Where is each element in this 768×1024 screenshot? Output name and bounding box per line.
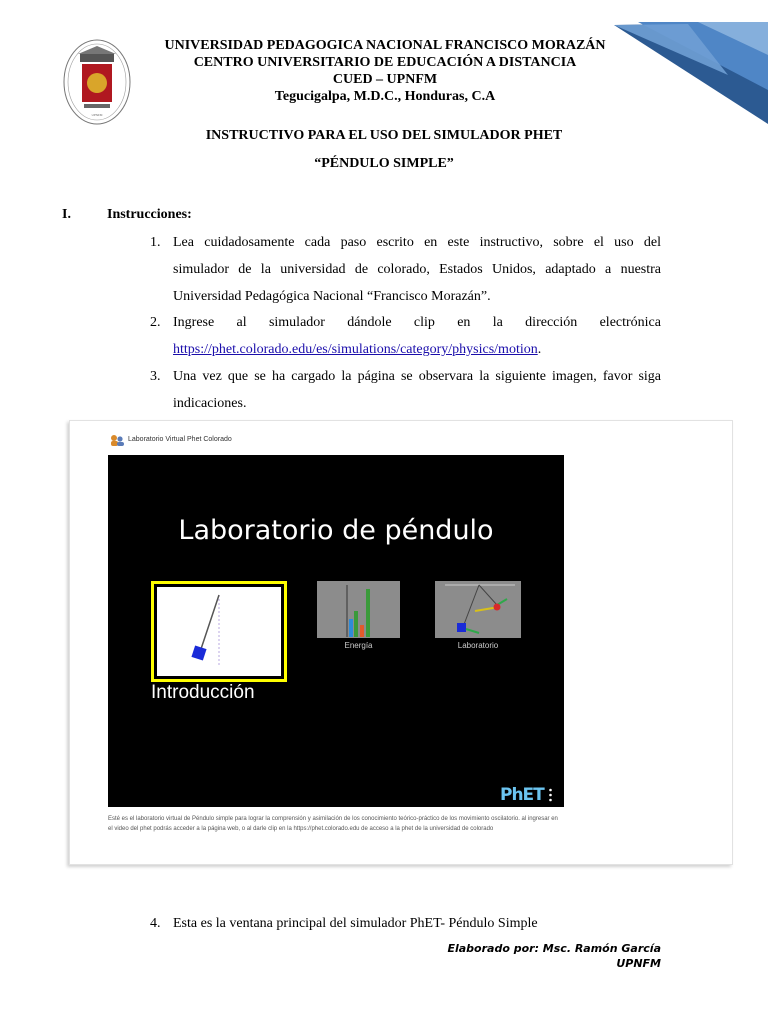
footer-author bbox=[447, 941, 661, 971]
caption-line: Esté es el laboratorio virtual de Péndulo simple para lograr la comprensión y asimilación de los conocimiento teórico-práctico de los movimiento oscilatorio. al ingresar en bbox=[108, 816, 558, 822]
list-item-text: . bbox=[537, 342, 542, 357]
pendulum-intro-icon bbox=[157, 587, 281, 676]
caption-line: el video del phet podrás acceder a la página web, o al darle clip en la https://phet.colorado.edu de acceso a la phet de la universidad de colorado bbox=[108, 826, 494, 832]
simulator-screenshot bbox=[69, 420, 733, 865]
list-item-number: 3. bbox=[150, 369, 161, 384]
section-number: I. bbox=[62, 207, 71, 222]
phet-motion-link[interactable]: https://phet.colorado.edu/es/simulations/category/physics/motion bbox=[173, 342, 538, 357]
header-line-center: CENTRO UNIVERSITARIO DE EDUCACIÓN A DISTANCIA bbox=[193, 55, 577, 70]
list-item-text: Ingrese al simulador dándole clip en la dirección electrónica bbox=[173, 315, 661, 330]
list-item-text: indicaciones. bbox=[173, 396, 247, 411]
lab-card-label: Laboratorio bbox=[457, 641, 499, 650]
header-line-cued: CUED – UPNFM bbox=[332, 72, 438, 87]
header-line-city: Tegucigalpa, M.D.C., Honduras, C.A bbox=[274, 89, 496, 104]
list-item-text: Lea cuidadosamente cada paso escrito en este instructivo, sobre el uso del bbox=[173, 235, 661, 250]
list-item-text: Esta es la ventana principal del simulador PhET- Péndulo Simple bbox=[173, 916, 538, 931]
bar-chart-icon bbox=[317, 581, 400, 638]
lab-screen-card[interactable] bbox=[435, 581, 521, 638]
university-header bbox=[120, 37, 650, 105]
document-title: INSTRUCTIVO PARA EL USO DEL SIMULADOR PHET bbox=[205, 128, 563, 143]
sim-title: Laboratorio de péndulo bbox=[178, 515, 494, 546]
list-item-number: 4. bbox=[150, 916, 161, 931]
menu-icon[interactable] bbox=[549, 788, 552, 802]
header-line-university: UNIVERSIDAD PEDAGOGICA NACIONAL FRANCISCO MORAZÁN bbox=[164, 38, 606, 53]
footer-institution: UPNFM bbox=[616, 957, 661, 970]
screenshot-caption bbox=[108, 814, 730, 834]
intro-card-label: Introducción bbox=[151, 682, 255, 703]
svg-text:UPNFM: UPNFM bbox=[91, 113, 103, 117]
list-item-number: 1. bbox=[150, 235, 161, 250]
section-title: Instrucciones: bbox=[107, 207, 192, 222]
energy-screen-card[interactable] bbox=[317, 581, 400, 638]
list-item-text: Una vez que se ha cargado la página se observara la siguiente imagen, favor siga bbox=[173, 369, 661, 384]
users-icon bbox=[110, 434, 124, 446]
phet-simulation-frame bbox=[108, 455, 564, 807]
screenshot-window-title: Laboratorio Virtual Phet Colorado bbox=[128, 436, 232, 443]
energy-card-label: Energía bbox=[344, 641, 373, 650]
footer-author-line: Elaborado por: Msc. Ramón García bbox=[447, 942, 661, 955]
list-item-number: 2. bbox=[150, 315, 161, 330]
pendulum-lab-icon bbox=[435, 581, 521, 638]
list-item-text: Universidad Pedagógica Nacional “Francisco Morazán”. bbox=[173, 289, 491, 304]
intro-screen-card[interactable] bbox=[151, 581, 287, 682]
document-subtitle: “PÉNDULO SIMPLE” bbox=[314, 156, 454, 171]
list-item-text: simulador de la universidad de colorado, Estados Unidos, adaptado a nuestra bbox=[173, 262, 661, 277]
phet-logo: PhET bbox=[500, 785, 544, 805]
